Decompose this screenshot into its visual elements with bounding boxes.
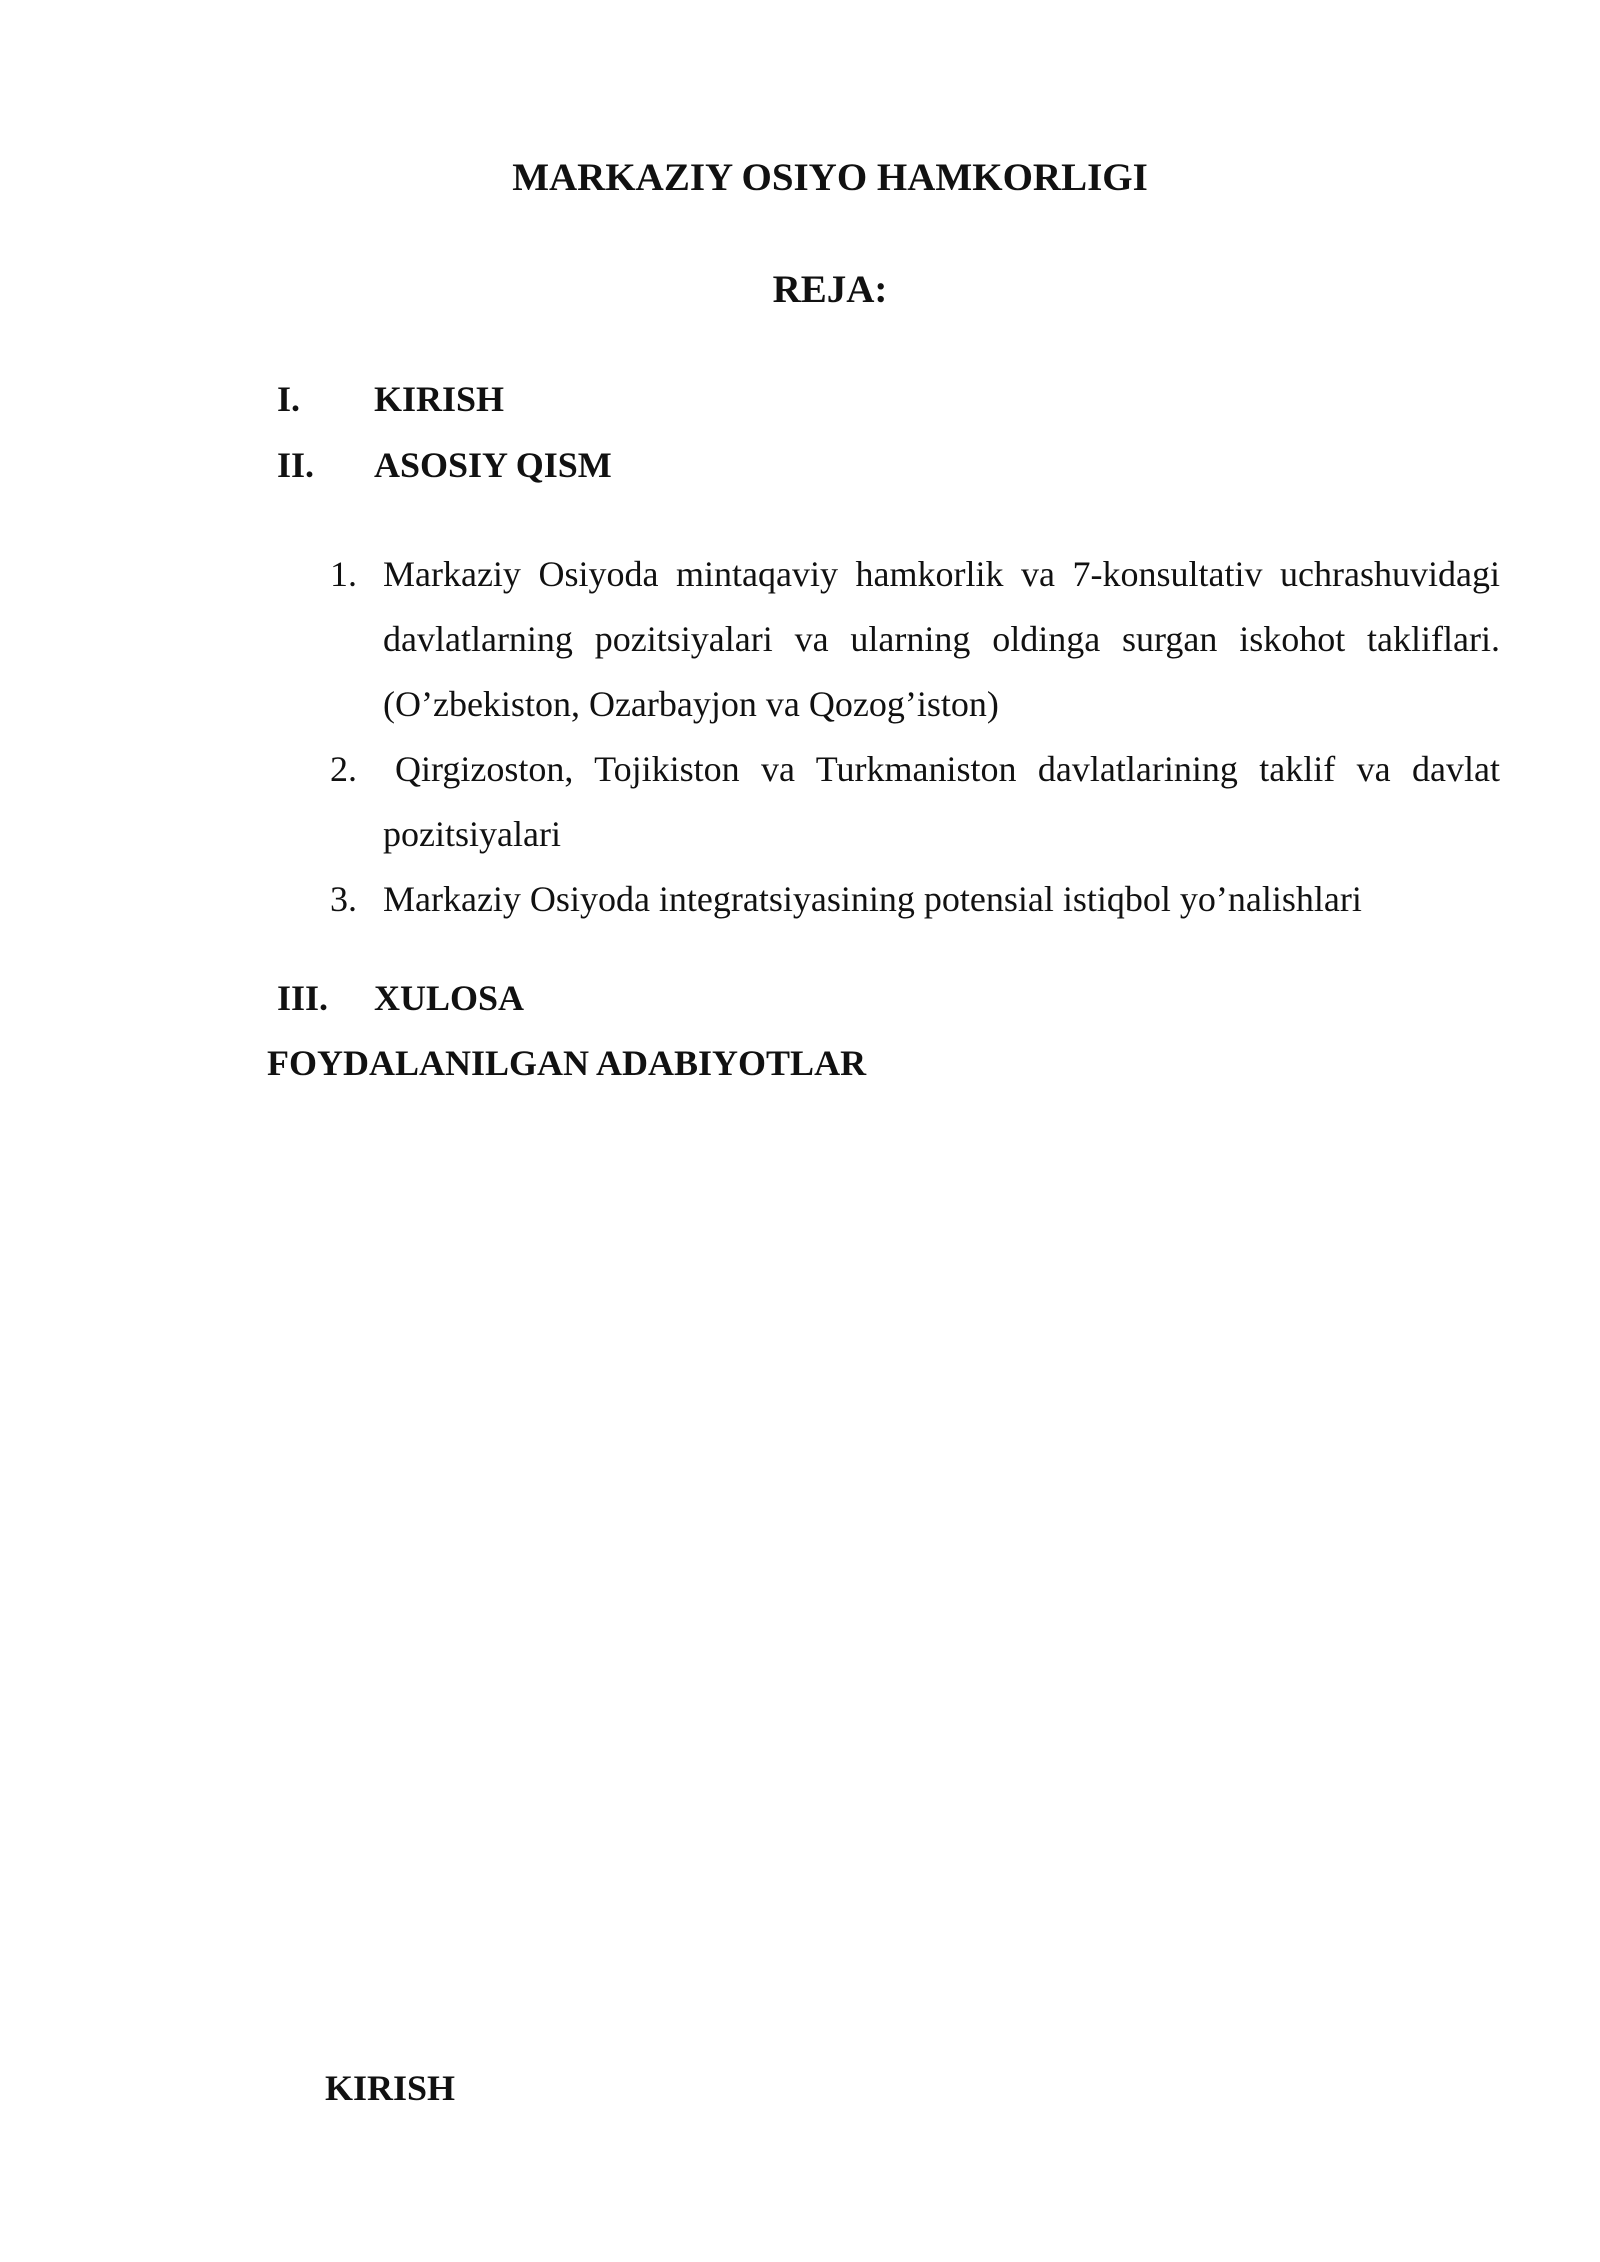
outline-label: KIRISH — [374, 379, 505, 419]
document-title: MARKAZIY OSIYO HAMKORLIGI — [512, 156, 1148, 199]
sublist-number: 3. — [330, 879, 357, 919]
sublist-number: 1. — [330, 554, 357, 594]
section-heading-introduction: KIRISH — [325, 2068, 456, 2108]
plan-heading: REJA: — [772, 268, 888, 311]
outline-item-main-part — [277, 441, 612, 489]
outline-numeral: III. — [277, 978, 329, 1018]
sublist-item — [330, 737, 1500, 867]
sublist-text: Qirgizoston, Tojikiston va Turkmaniston davlatlarining taklif va davlat pozitsiyalari — [383, 749, 1500, 854]
sublist-item — [330, 542, 1500, 737]
outline-label: XULOSA — [374, 978, 525, 1018]
sublist-text: Markaziy Osiyoda integratsiyasining potensial istiqbol yo’nalishlari — [383, 879, 1362, 919]
outline-numeral: II. — [277, 445, 315, 485]
outline-item-introduction — [277, 375, 504, 423]
sublist-text: Markaziy Osiyoda mintaqaviy hamkorlik va 7-konsultativ uchrashuvidagi davlatlarning pozitsiyalari va ularning oldinga surgan iskohot takliflari. (O’zbekiston, Ozarbayjon va Qozog’iston) — [383, 554, 1500, 724]
main-part-sublist — [330, 542, 1500, 932]
outline-label: ASOSIY QISM — [374, 445, 612, 485]
references-heading: FOYDALANILGAN ADABIYOTLAR — [267, 1043, 867, 1083]
outline-numeral: I. — [277, 379, 301, 419]
sublist-number: 2. — [330, 749, 357, 789]
outline-item-conclusion — [277, 974, 524, 1022]
sublist-item — [330, 867, 1500, 932]
